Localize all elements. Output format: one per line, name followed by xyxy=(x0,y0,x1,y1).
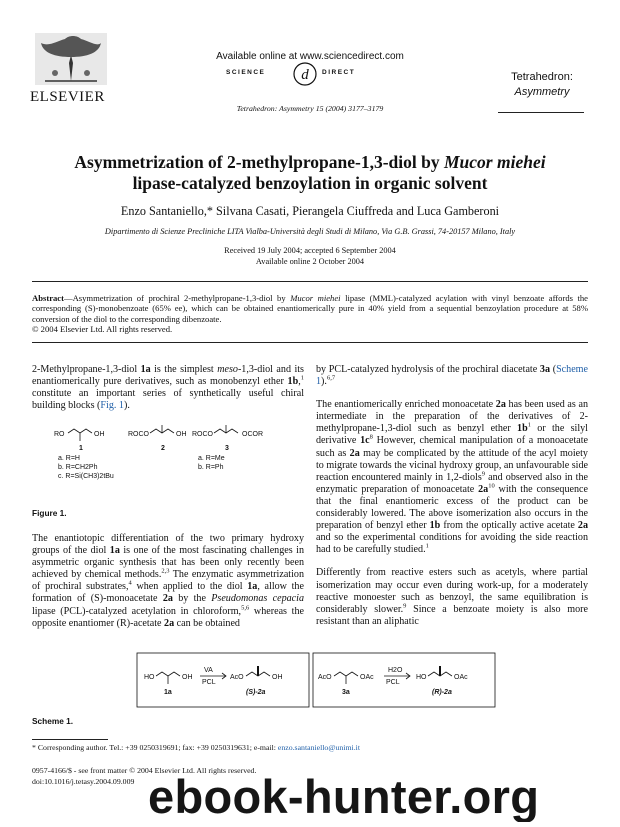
journal-name-line-2: Asymmetry xyxy=(514,86,570,98)
sd-left: SCIENCE xyxy=(226,69,266,76)
legend-3a: a. R=Me xyxy=(198,455,225,462)
scheme-left-box xyxy=(137,653,309,707)
s3-number: 3 xyxy=(225,445,229,452)
abstract-species: Mucor miehei xyxy=(290,293,341,303)
figure-1 xyxy=(32,412,304,502)
journal-rule xyxy=(498,112,584,113)
scheme-ho-2: HO xyxy=(416,674,427,681)
title-part-1: Asymmetrization of 2-methylpropane-1,3-diol by xyxy=(74,152,440,172)
abstract-text-c: lipase (MML)-catalyzed acylation with vinyl benzoate affords the corresponding (S)-monobenzoate (65% ee), which can be obtained enantiomerically pure in 40% yield from a sequential benzoylation procedure at 58% conversion of the diol to the corresponding dibenzoate. xyxy=(32,293,588,324)
s2-number: 2 xyxy=(161,445,165,452)
footnote-rule xyxy=(32,739,108,740)
corresponding-text: * Corresponding author. Tel.: +39 0250319691; fax: +39 0250319631; e-mail: xyxy=(32,743,276,752)
sd-right: DIRECT xyxy=(322,69,356,76)
received-date: Received 19 July 2004; accepted 6 September 2004 xyxy=(224,246,396,255)
hydrolysis-paragraph: by PCL-catalyzed hydrolysis of the prochiral diacetate 3a (Scheme 1).$^{6,7}$ xyxy=(316,364,589,388)
legend-1a: a. R=H xyxy=(58,455,80,462)
s1-oh: OH xyxy=(94,431,105,438)
journal-name-line-1: Tetrahedron: xyxy=(511,71,573,83)
scheme-oac-3: OAc xyxy=(454,674,468,681)
title-part-2: lipase-catalyzed benzoylation in organic solvent xyxy=(132,173,488,193)
authors: Enzo Santaniello,* Silvana Casati, Pierangela Ciuffreda and Luca Gamberoni xyxy=(120,204,500,218)
catalyst-pcl-1: PCL xyxy=(202,679,216,686)
scheme-label-1a: 1a xyxy=(164,689,172,696)
reagent-va: VA xyxy=(204,667,213,674)
sd-emblem-icon xyxy=(292,61,318,87)
paper-title xyxy=(30,152,590,194)
journal-name xyxy=(492,70,592,100)
s1-number: 1 xyxy=(79,445,83,452)
sciencedirect-logo xyxy=(226,61,396,87)
catalyst-pcl-2: PCL xyxy=(386,679,400,686)
scheme-label-s2a: (S)-2a xyxy=(246,689,266,696)
structure-1 xyxy=(54,429,105,452)
svg-text:d: d xyxy=(301,67,309,83)
title-part-species: Mucor miehei xyxy=(443,152,546,172)
watermark: ebook-hunter.org xyxy=(148,772,540,822)
available-online: Available online at www.sciencedirect.com xyxy=(216,51,404,62)
scheme-label-r2a: (R)-2a xyxy=(432,689,452,696)
abstract-bottom-rule xyxy=(32,342,588,343)
scheme-1 xyxy=(136,652,496,708)
abstract xyxy=(32,293,588,335)
legend-3b: b. R=Ph xyxy=(198,464,224,471)
figure-1-caption: Figure 1. xyxy=(32,508,67,518)
publisher-name: ELSEVIER xyxy=(30,89,105,105)
figure1-link[interactable]: Fig. 1 xyxy=(100,400,124,412)
legend-1c: c. R=Si(CH3)2tBu xyxy=(58,473,114,480)
scheme-right-box xyxy=(313,653,495,707)
enzymatic-paragraph: The enantiotopic differentiation of the two primary hydroxy groups of the diol 1a is one of the most fascinating challenges in asymmetric organic synthesis that has been only recently been achieved by chemical methods.$^{2,3}$ The enzymatic asymmetrization of prochiral substrates,$^4$ when applied to the diol 1a, allow the formation of (S)-monoacetate 2a by the Pseudomonas cepacia lipase (PCL)-catalyzed acetylation in chloroform,$^{5,6}$ whereas the opposite enantiomer (R)-acetate 2a can be obtained xyxy=(32,533,305,629)
legend-1b: b. R=CH2Ph xyxy=(58,464,98,471)
affiliation: Dipartimento di Scienze Precliniche LITA Vialba-Università degli Studi di Milano, Via G.B. Grassi, 74-20157 Milano, Italy xyxy=(104,227,516,236)
s2-oh: OH xyxy=(176,431,187,438)
online-date: Available online 2 October 2004 xyxy=(255,257,365,266)
s2-roco: ROCO xyxy=(128,431,149,438)
left-column-intro xyxy=(32,364,304,412)
reagent-h2o: H2O xyxy=(388,667,403,674)
scheme-oh-2: OH xyxy=(272,674,283,681)
abstract-label: Abstract xyxy=(32,293,64,303)
scheme-aco-2: AcO xyxy=(318,674,332,681)
issn-line: 0957-4166/$ - see front matter © 2004 Elsevier Ltd. All rights reserved. xyxy=(32,766,257,775)
elsevier-logo xyxy=(35,33,107,85)
corresponding-author-footnote xyxy=(32,743,360,752)
scheme-oac-2: OAc xyxy=(360,674,374,681)
scheme-oh-1: OH xyxy=(182,674,193,681)
scheme1-link[interactable]: Scheme 1 xyxy=(316,364,589,388)
doi-line: doi:10.1016/j.tetasy.2004.09.009 xyxy=(32,777,135,786)
left-column-body xyxy=(32,533,304,630)
right-column xyxy=(316,364,588,628)
s1-ro: RO xyxy=(54,431,65,438)
journal-citation: Tetrahedron: Asymmetry 15 (2004) 3177–3179 xyxy=(236,104,384,113)
intro-paragraph: 2-Methylpropane-1,3-diol 1a is the simplest meso-1,3-diol and its enantiomerically pure derivatives, such as monobenzyl ether 1b,$^1$ constitute an important series of synthetically useful chiral building blocks (Fig. 1). xyxy=(32,364,304,412)
author-email-link[interactable]: enzo.santaniello@unimi.it xyxy=(277,743,360,752)
structure-2 xyxy=(128,425,187,452)
structure-3 xyxy=(192,425,263,452)
monoacetate-paragraph: The enantiomerically enriched monoacetate 2a has been used as an intermediate in the preparation of the derivatives of 2-methylpropane-1,3-diol such as benzyl ether 1b$^1$ or the silyl derivative 1c$^8$ However, chemical manipulation of a monoacetate such as 2a may be complicated by the attitude of the acyl moiety to migrate towards the vicinal hydroxy group, an unfavourable side reaction encountered mainly in 1,2-diols$^9$ and observed also in the enzymatic preparation of monoacetate 2a$^{10}$ with the consequence that the final enantiomeric excess of the product can be considerably lowered. The above isomerization also occurs in the preparation of benzyl ether 1b from the optically active acetate 2a and so the experimental conditions for avoiding the side reaction had to be carefully studied.$^1$ xyxy=(316,399,589,556)
abstract-top-rule xyxy=(32,281,588,282)
abstract-copyright: © 2004 Elsevier Ltd. All rights reserved. xyxy=(32,324,173,335)
benzoate-paragraph: Differently from reactive esters such as acetyls, where partial isomerization may occur even during work-up, for a moderately reactive monoester such as benzoyl, the same equilibration is considerably slower.$^9$ Since a benzoate moiety is also more resistant than an aliphatic xyxy=(316,567,588,627)
s3-ocor: OCOR xyxy=(242,431,263,438)
s3-roco: ROCO xyxy=(192,431,213,438)
scheme-aco-1: AcO xyxy=(230,674,244,681)
scheme-label-3a: 3a xyxy=(342,689,350,696)
abstract-text-a: —Asymmetrization of prochiral 2-methylpropane-1,3-diol by xyxy=(63,293,286,303)
scheme-ho-1: HO xyxy=(144,674,155,681)
scheme-1-caption: Scheme 1. xyxy=(32,716,74,726)
